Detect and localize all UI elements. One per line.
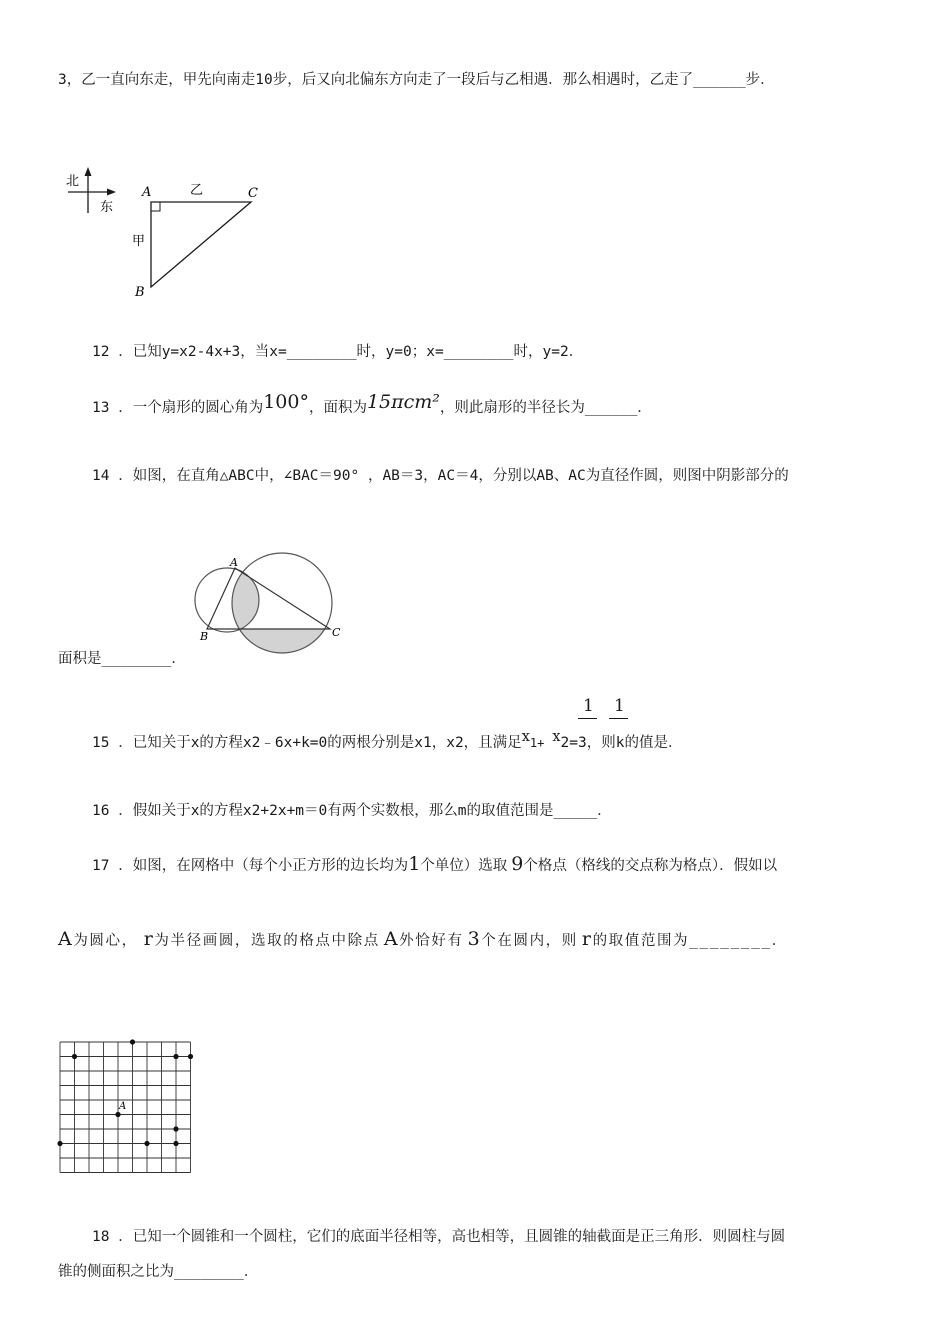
label-b: B [135,285,145,300]
grid-point [130,1039,135,1044]
grid-point [144,1141,149,1146]
grid-points [57,1039,193,1146]
q13-area: 15πcm² [366,391,440,413]
q17-part4: 为圆心， [73,933,138,949]
triangle-abc-2 [207,568,330,629]
label-b-2: B [200,630,209,643]
q17-part2: 个单位）选取 [420,858,508,874]
q17-part8: 的取值范围为________． [592,933,788,949]
q15-part1: 15 ．已知关于x的方程x2﹣6x+k=0的两根分别是x1，x2，且满足 [92,735,522,751]
question-16-text: 16 ．假如关于x的方程x2+2x+m＝0有两个实数根，那么m的取值范围是_____． [92,803,612,819]
q13-part1: 13 ．一个扇形的圆心角为 [92,400,264,416]
label-east: 东 [100,200,114,215]
east-arrow-icon [107,189,116,196]
grid-point [173,1054,178,1059]
q17-r2: r [581,928,593,950]
label-a-3: A [119,1101,127,1112]
label-a: A [142,185,152,200]
label-north: 北 [66,174,80,189]
fraction-bar-2 [609,718,628,719]
question-18-text-2: 锥的侧面积之比为________． [58,1264,259,1280]
circles-figure [190,545,350,660]
label-a-2: A [230,556,238,569]
q17-a: A [58,928,74,950]
q17-r: r [143,928,155,950]
grid-figure [56,1038,196,1178]
q17-a2: A [383,928,400,950]
q17-part1: 17 ．如图，在网格中（每个小正方形的边长均为 [92,858,409,874]
question-18-text: 18 ．已知一个圆锥和一个圆柱，它们的底面半径相等，高也相等，且圆锥的轴截面是正三角形．则圆柱与圆 [92,1229,786,1245]
fraction-den-1: x [521,729,530,745]
fraction-den-2: x [552,729,561,745]
q17-part7: 个在圆内，则 [481,933,578,949]
label-yi: 乙 [190,183,204,198]
q17-part3: 个格点（格线的交点称为格点）．假如以 [523,858,778,874]
q13-part2: ，面积为 [308,400,367,416]
q17-one: 1 [408,853,421,875]
label-c-2: C [332,626,341,639]
grid-point [173,1126,178,1131]
grid-point [188,1054,193,1059]
q17-nine: 9 [511,853,524,875]
fraction-den-1-sub: 1 [529,736,538,750]
q13-angle: 100° [263,391,309,413]
q17-part6: 外恰好有 [399,933,464,949]
triangle-abc [151,202,251,287]
q15-part2: =3，则k的值是． [569,735,683,751]
question-11-text: 3，乙一直向东走，甲先向南走10步，后又向北偏东方向走了一段后与乙相遇．那么相遇时，乙走了______步． [58,72,775,88]
fraction-num-1: 1 [583,696,594,716]
direction-figure [60,165,270,305]
fraction-plus: + [537,736,545,750]
q17-part5: 为半径画圆，选取的格点中除点 [154,933,380,949]
question-17-text [92,853,777,875]
question-14-text: 14 ．如图，在直角△ABC中，∠BAC＝90° ，AB＝3，AC＝4，分别以AB、AC为直径作圆，则图中阴影部分的 [92,468,789,484]
grid-point [57,1141,62,1146]
label-jia: 甲 [132,234,146,249]
fraction-bar-1 [578,718,597,719]
fraction-den-2-sub: 2 [560,735,570,751]
label-c: C [248,186,258,201]
north-arrow-icon [85,167,92,176]
q13-part3: ，则此扇形的半径长为______． [439,400,652,416]
grid-point [173,1141,178,1146]
question-14-answer-line: 面积是________． [58,651,186,667]
question-17-text-2 [58,928,788,950]
q17-three: 3 [467,928,482,950]
question-12-text: 12 ．已知y=x2-4x+3，当x=________时，y=0；x=________时，y=2． [92,344,584,360]
question-13-text [92,391,652,417]
grid-point [72,1054,77,1059]
fraction-num-2: 1 [614,696,625,716]
question-15-text [92,731,682,752]
right-angle-mark [151,202,160,211]
grid-point-a [115,1112,120,1117]
